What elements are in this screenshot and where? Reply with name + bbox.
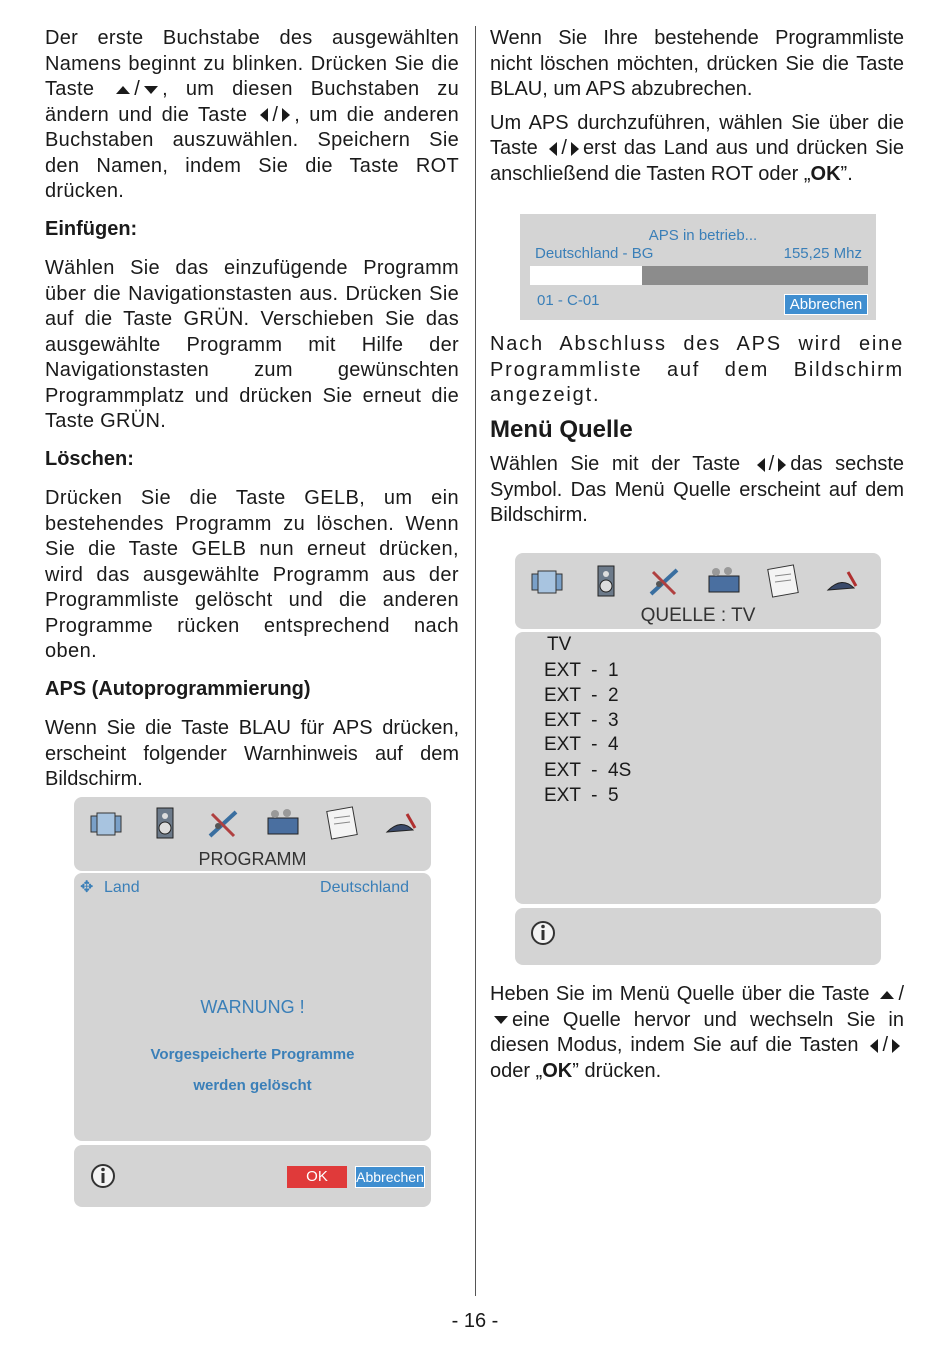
paragraph-run-aps: Um APS durchzuführen, wählen Sie über die Taste / erst das Land aus und drücken Sie anschließend die Tasten ROT oder „OK”. (490, 111, 905, 185)
tools-icon[interactable] (645, 563, 685, 599)
menu-icon-bar (527, 563, 881, 599)
program-menu-header (74, 797, 431, 871)
paragraph-cancel-aps: Wenn Sie Ihre bestehende Programmliste nicht löschen möchten, drücken Sie die Taste BLAU, um APS abzubrechen. (490, 27, 904, 100)
source-menu-header (515, 553, 881, 629)
source-item-ext3[interactable]: EXT - 3 (544, 710, 619, 731)
aps-channel: 01 - C-01 (537, 292, 600, 309)
aps-status-box (520, 214, 876, 320)
picture-icon[interactable] (86, 805, 126, 841)
arrow-right-icon (892, 1039, 900, 1053)
source-menu-title: QUELLE : TV (640, 605, 756, 626)
source-item-tv[interactable]: TV (547, 634, 572, 655)
cancel-button[interactable]: Abbrechen (355, 1166, 425, 1188)
arrow-left-icon (549, 142, 557, 156)
speaker-icon[interactable] (145, 805, 185, 841)
land-value[interactable]: Deutschland (320, 879, 409, 896)
right-column (490, 26, 904, 195)
paragraph-select-source: Heben Sie im Menü Quelle über die Taste /eine Quelle hervor und wechseln Sie in diesen Modus, indem Sie auf die Tasten /oder „OK” drücken. (490, 983, 904, 1082)
arrow-left-icon (870, 1039, 878, 1053)
right-column-bottom (490, 982, 904, 1092)
heading-aps: APS (Autoprogrammierung) (45, 677, 311, 700)
aps-progress-fill (530, 266, 642, 285)
ok-button[interactable]: OK (287, 1166, 347, 1188)
settings-tools-icon[interactable] (381, 805, 421, 841)
channel-setup-icon[interactable] (263, 805, 303, 841)
source-menu-footer (515, 908, 881, 965)
heading-delete: Löschen: (45, 447, 134, 470)
arrow-right-icon (571, 142, 579, 156)
paragraph-aps-complete: Nach Abschluss des APS wird eine Programmliste auf dem Bildschirm angezeigt. (490, 333, 904, 406)
source-icon[interactable] (822, 563, 862, 599)
aps-frequency: 155,25 Mhz (783, 245, 862, 262)
paragraph-aps: Wenn Sie die Taste BLAU für APS drücken, erscheint folgender Warnhinweis auf dem Bildschirm. (45, 717, 459, 790)
tools-icon[interactable] (204, 805, 244, 841)
program-menu (74, 797, 431, 1207)
source-item-ext4s[interactable]: EXT - 4S (544, 760, 632, 781)
aps-cancel-button[interactable]: Abbrechen (784, 294, 868, 315)
right-column-lower (490, 332, 904, 537)
page-number: - 16 - (451, 1310, 499, 1332)
heading-insert: Einfügen: (45, 217, 138, 240)
source-item-ext4[interactable]: EXT - 4 (544, 734, 619, 755)
arrow-up-icon (880, 991, 894, 999)
left-column (45, 26, 459, 801)
source-item-ext5[interactable]: EXT - 5 (544, 785, 619, 806)
heading-source-menu: Menü Quelle (490, 415, 633, 443)
document-icon[interactable] (763, 563, 803, 599)
paragraph-delete: Drücken Sie die Taste GELB, um ein bestehendes Programm zu löschen. Wenn Sie die Taste GELB nun erneut drücken, wird das ausgewählte Programm aus der Programmliste gelöscht und die anderen Programme rücken entsprechend nach oben. (45, 487, 459, 662)
warning-line-1: Vorgespeicherte Programme (150, 1046, 355, 1063)
source-menu (515, 553, 881, 965)
program-menu-body (74, 873, 431, 1141)
arrow-right-icon (282, 108, 290, 122)
info-icon (90, 1163, 116, 1189)
document-icon[interactable] (322, 805, 362, 841)
channel-setup-icon[interactable] (704, 563, 744, 599)
info-icon (530, 920, 556, 946)
paragraph-source-menu: Wählen Sie mit der Taste / das sechste Symbol. Das Menü Quelle erscheint auf dem Bildschirm. (490, 453, 904, 526)
source-item-ext2[interactable]: EXT - 2 (544, 685, 619, 706)
menu-icon-bar (86, 805, 440, 841)
move-icon: ✥ (80, 879, 94, 896)
arrow-down-icon (144, 86, 158, 94)
source-item-ext1[interactable]: EXT - 1 (544, 660, 619, 681)
arrow-up-icon (116, 86, 130, 94)
picture-icon[interactable] (527, 563, 567, 599)
warning-title: WARNUNG ! (200, 997, 305, 1017)
aps-progress-bar (530, 266, 868, 285)
arrow-left-icon (260, 108, 268, 122)
aps-country: Deutschland - BG (535, 245, 654, 262)
arrow-left-icon (757, 458, 765, 472)
arrow-right-icon (778, 458, 786, 472)
source-list (515, 632, 881, 904)
speaker-icon[interactable] (586, 563, 626, 599)
arrow-down-icon (494, 1016, 508, 1024)
program-menu-footer (74, 1145, 431, 1207)
aps-status: APS in betrieb... (648, 227, 758, 244)
warning-line-2: werden gelöscht (193, 1077, 312, 1094)
column-divider (475, 26, 476, 1296)
program-menu-title: PROGRAMM (198, 849, 307, 869)
land-label[interactable]: Land (104, 879, 140, 896)
paragraph-insert: Wählen Sie das einzufügende Programm über die Navigationstasten aus. Drücken Sie auf die Taste GRÜN. Verschieben Sie das ausgewählte Programm mit Hilfe der Navigationstasten zum gewünschten Programmplatz und drücken Sie erneut die Taste GRÜN. (45, 257, 459, 432)
paragraph-rename: Der erste Buchstabe des ausgewählten Namens beginnt zu blinken. Drücken Sie die Taste / , um diesen Buchstaben zu ändern und die Taste / , um die anderen Buchstaben auszuwählen. Speichern Sie den Namen, indem Sie die Taste ROT drücken. (45, 27, 460, 202)
